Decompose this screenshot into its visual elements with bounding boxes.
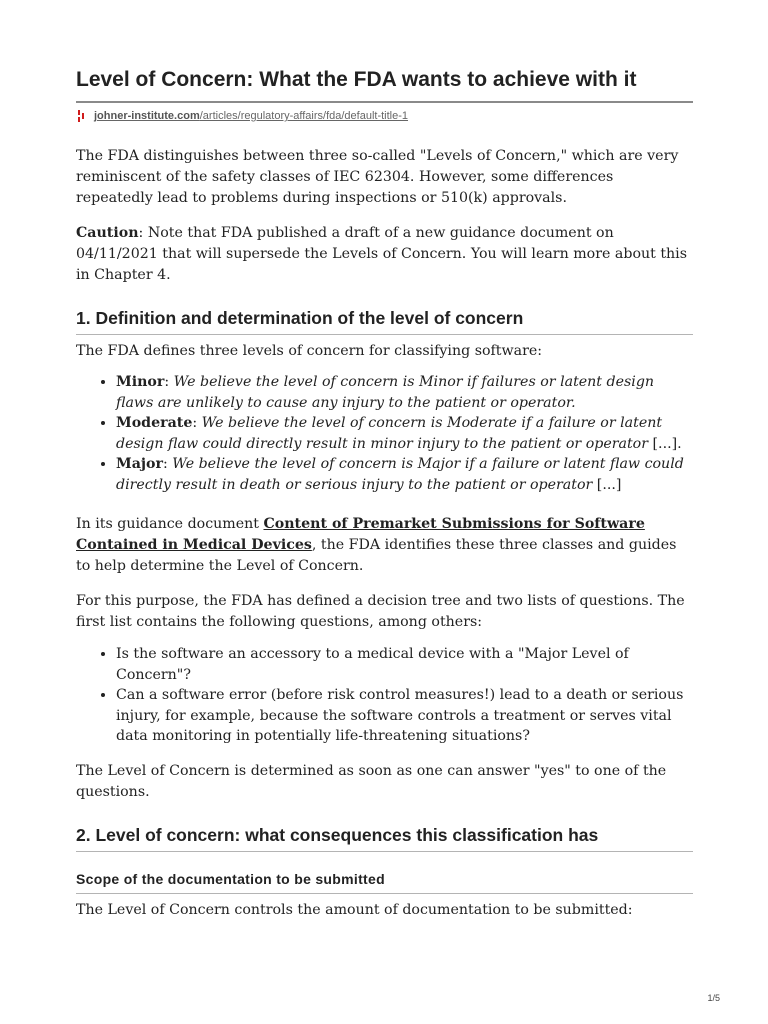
source-url-link[interactable] bbox=[94, 110, 408, 122]
determined-paragraph: The Level of Concern is determined as soon as one can answer "yes" to one of the questions. bbox=[76, 762, 667, 800]
source-line bbox=[76, 108, 693, 124]
questions-list bbox=[76, 644, 693, 747]
guidance-paragraph bbox=[76, 514, 693, 577]
level-term: Minor bbox=[116, 374, 165, 390]
caution-paragraph bbox=[76, 223, 693, 286]
levels-lead: The FDA defines three levels of concern for classifying software: bbox=[76, 343, 543, 359]
section-2-divider bbox=[76, 851, 693, 852]
title-divider bbox=[76, 101, 693, 103]
level-tail: [...]. bbox=[648, 435, 682, 452]
level-tail: [...] bbox=[592, 476, 622, 493]
source-path: /articles/regulatory-affairs/fda/default-title-1 bbox=[199, 110, 409, 122]
guidance-pre: In its guidance document bbox=[76, 516, 264, 532]
guidance-post: , the FDA identifies these three classes and guides to help determine the Level of Concern. bbox=[76, 537, 677, 574]
level-sep: : bbox=[192, 415, 202, 431]
documentation-scope-subheading: Scope of the documentation to be submitted bbox=[76, 870, 385, 887]
level-quote: We believe the level of concern is Moderate if a failure or latent design flaw could directly result in minor injury to the patient or operator bbox=[116, 415, 663, 452]
source-domain: johner-institute.com bbox=[94, 110, 200, 122]
documentation-paragraph: The Level of Concern controls the amount of documentation to be submitted: bbox=[76, 901, 633, 918]
section-1-divider bbox=[76, 334, 693, 335]
caution-text: : Note that FDA published a draft of a new guidance document on 04/11/2021 that will supersede the Levels of Concern. You will learn more about this in Chapter 4. bbox=[76, 225, 687, 283]
guidance-document-link[interactable]: Content of Premarket Submissions for Software Contained in Medical Devices bbox=[76, 516, 645, 553]
level-sep: : bbox=[164, 374, 174, 390]
intro-paragraph: The FDA distinguishes between three so-called "Levels of Concern," which are very reminiscent of the safety classes of IEC 62304. However, some differences repeatedly lead to problems during inspections or 510(k) approvals. bbox=[76, 148, 679, 206]
level-quote: We believe the level of concern is Major if a failure or latent flaw could directly result in death or serious injury to the patient or operator bbox=[116, 456, 684, 493]
page-title: Level of Concern: What the FDA wants to achieve with it bbox=[76, 68, 637, 91]
level-quote: We believe the level of concern is Minor if failures or latent design flaws are unlikely to cause any injury to the patient or operator. bbox=[116, 374, 655, 411]
question-item: • Can a software error (before risk control measures!) lead to a death or serious injury, for example, because the software controls a treatment or serves vital data monitoring in potentially life-threatening situations? bbox=[116, 685, 693, 747]
question-item: • Is the software an accessory to a medical device with a "Major Level of Concern"? bbox=[116, 644, 693, 685]
level-item-moderate bbox=[116, 413, 693, 454]
document-page bbox=[76, 0, 693, 921]
subsection-divider bbox=[76, 893, 693, 894]
decision-tree-paragraph: For this purpose, the FDA has defined a decision tree and two lists of questions. The first list contains the following questions, among others: bbox=[76, 593, 685, 630]
section-2-heading: 2. Level of concern: what consequences this classification has bbox=[76, 824, 599, 845]
caution-label: Caution bbox=[76, 225, 139, 241]
level-term: Moderate bbox=[116, 415, 193, 431]
section-1-heading: 1. Definition and determination of the level of concern bbox=[76, 308, 524, 328]
level-sep: : bbox=[162, 456, 173, 472]
level-term: Major bbox=[116, 456, 163, 472]
level-item-minor bbox=[116, 372, 693, 413]
page-number: 1/5 bbox=[707, 993, 720, 1003]
levels-list bbox=[76, 372, 693, 495]
level-item-major bbox=[116, 454, 693, 495]
johner-favicon-icon bbox=[76, 110, 88, 122]
